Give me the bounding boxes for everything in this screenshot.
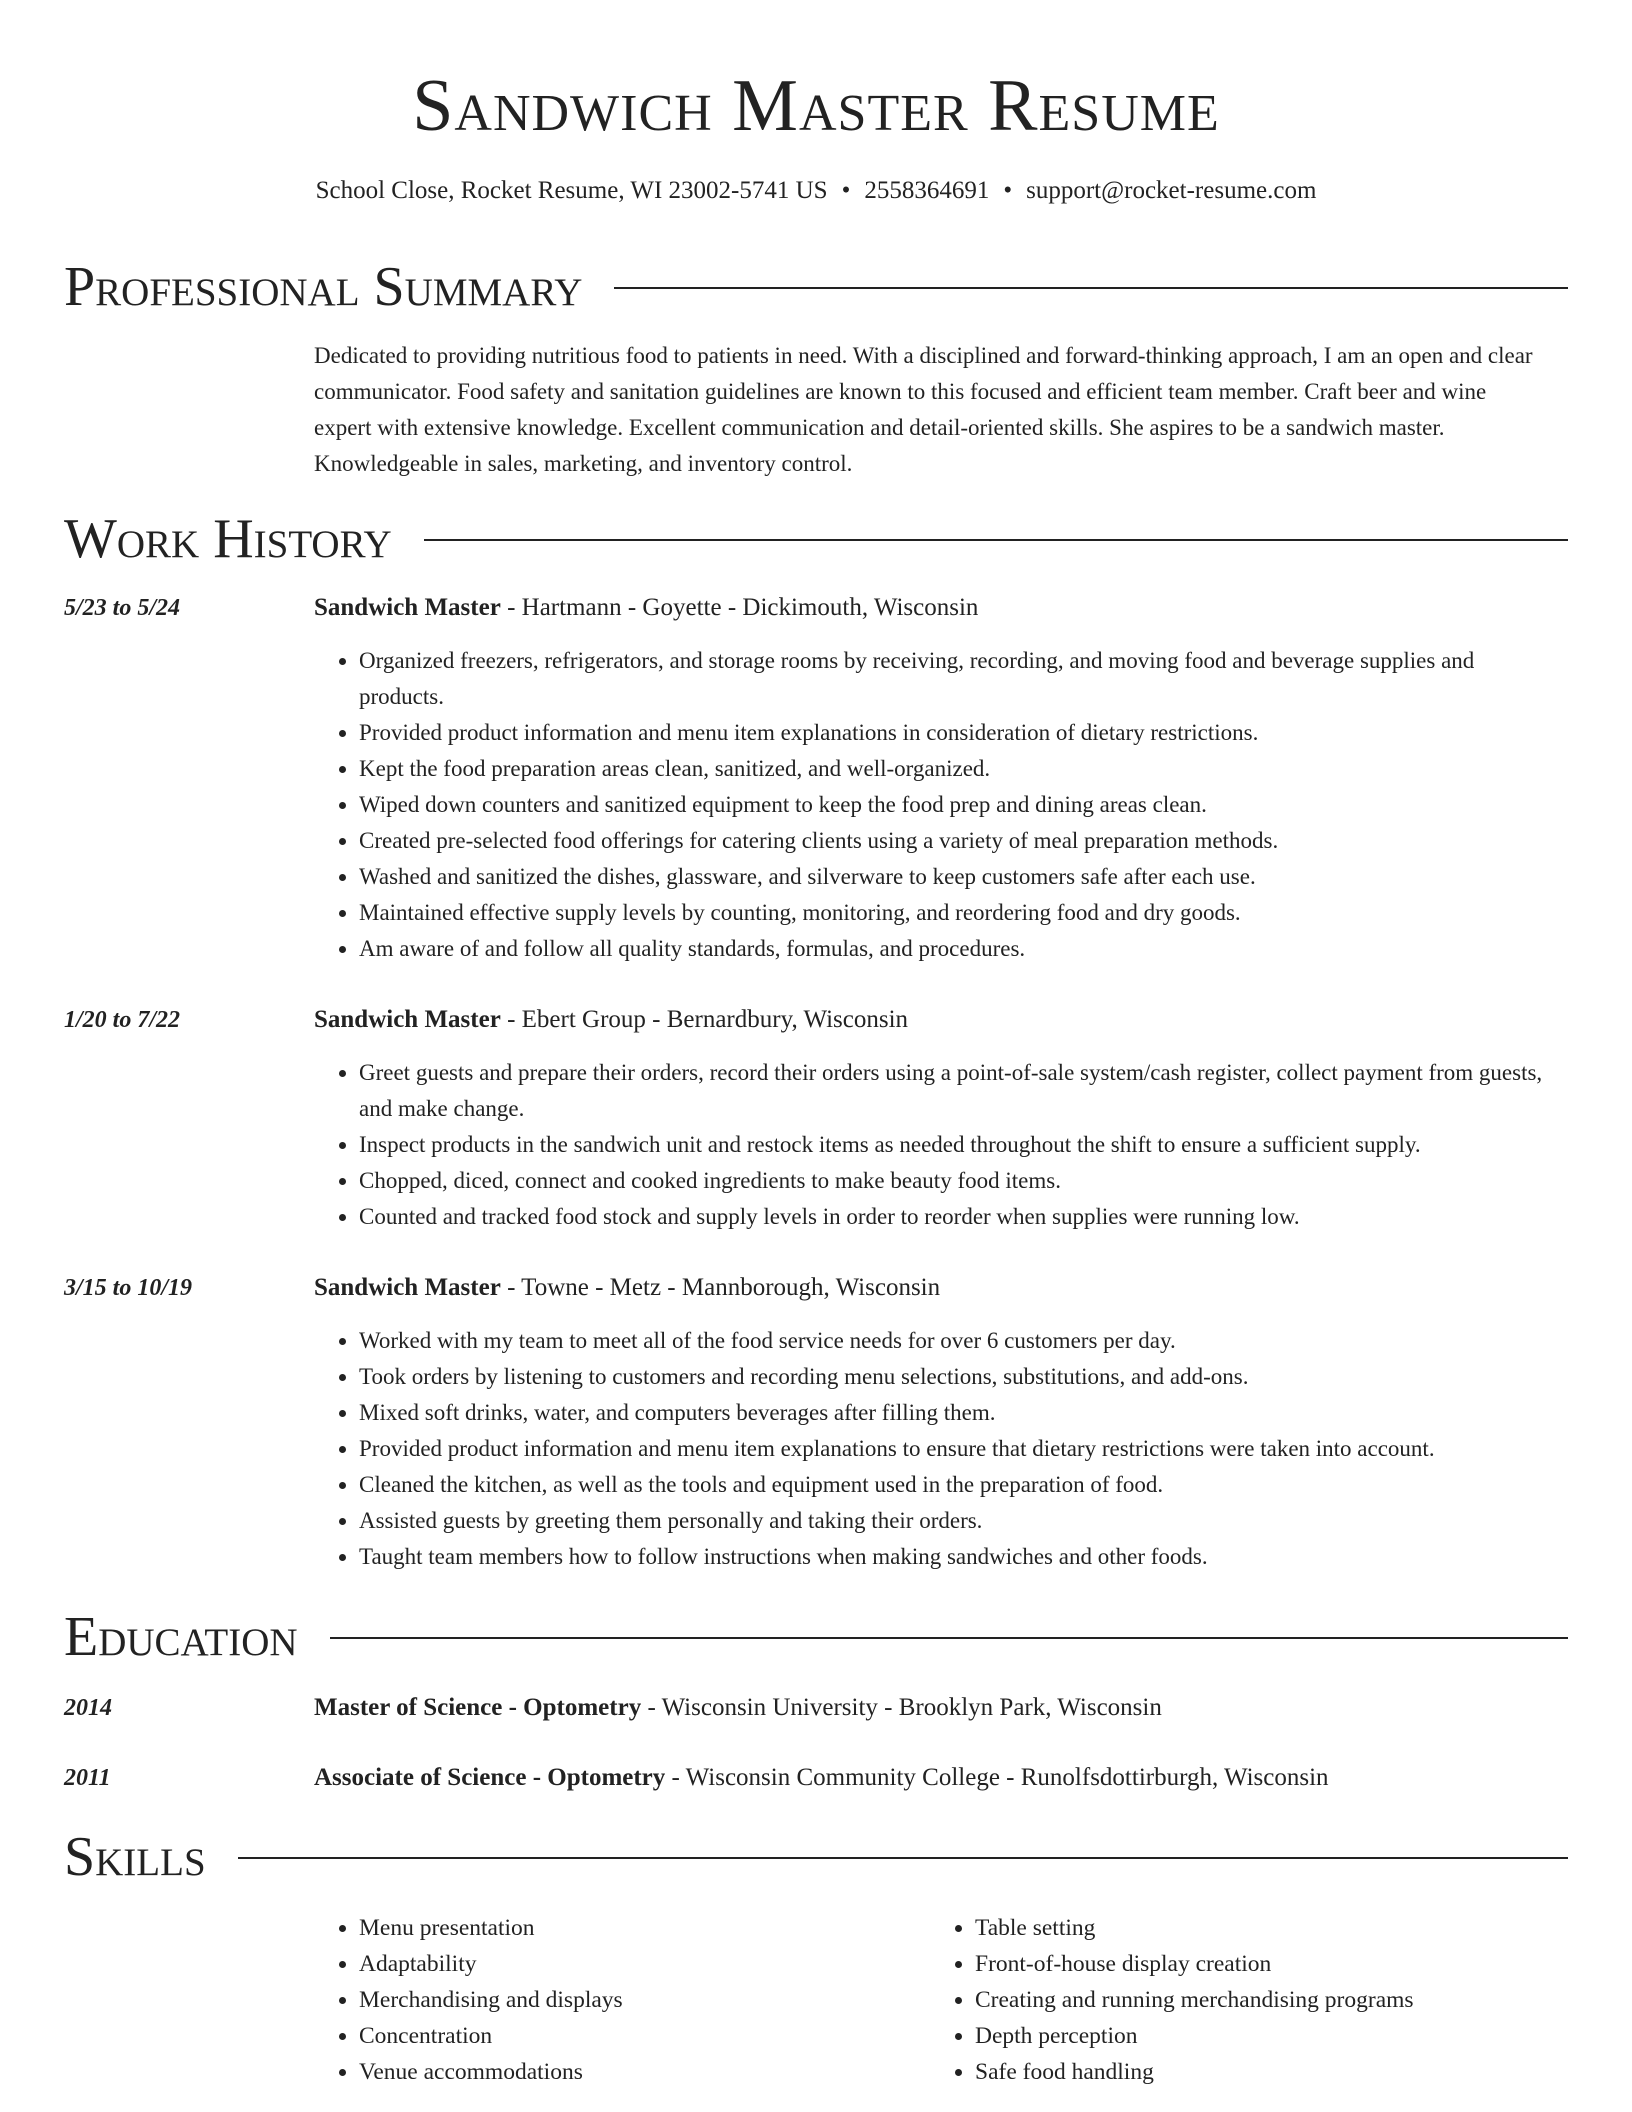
- list-item: • Kept the food preparation areas clean, sanitized, and well-organized.: [359, 751, 1564, 787]
- list-item: • Mixed soft drinks, water, and computers beverages after filling them.: [359, 1395, 1564, 1431]
- job-heading: [314, 590, 978, 626]
- list-item: • Maintained effective supply levels by counting, monitoring, and reordering food and dry goods.: [359, 895, 1564, 931]
- list-item: • Taught team members how to follow instructions when making sandwiches and other foods.: [359, 1539, 1564, 1575]
- list-item: • Chopped, diced, connect and cooked ingredients to make beauty food items.: [359, 1163, 1564, 1199]
- contact-line: [0, 173, 1632, 209]
- job-title: Sandwich Master: [314, 594, 501, 621]
- job-heading: [314, 1270, 940, 1306]
- section-divider: [614, 287, 1568, 289]
- skill-item: • Concentration: [359, 2018, 623, 2054]
- education-entry: [314, 1760, 1329, 1796]
- skills-list-right: [930, 1910, 1414, 2090]
- summary-text: Dedicated to providing nutritious food to patients in need. With a disciplined and forward-thinking approach, I am an open and clear communicator. Food safety and sanitation guidelines are known to this focused and efficient team member. Craft beer and wine expert with extensive knowledge. Excellent communication and detail-oriented skills. She aspires to be a sandwich master. Knowledgeable in sales, marketing, and inventory control.: [314, 343, 1533, 476]
- list-item: • Inspect products in the sandwich unit and restock items as needed throughout the shift to ensure a sufficient supply.: [359, 1127, 1564, 1163]
- school-details: - Wisconsin Community College - Runolfsdottirburgh, Wisconsin: [665, 1764, 1329, 1791]
- contact-address: School Close, Rocket Resume, WI 23002-5741 US: [315, 177, 828, 204]
- job-duties-list: [314, 643, 1564, 967]
- job-details: - Towne - Metz - Mannborough, Wisconsin: [500, 1274, 941, 1301]
- education-section-header: [64, 1602, 1568, 1672]
- section-divider: [330, 1637, 1568, 1639]
- work-history-section-header: [64, 504, 1568, 574]
- list-item: • Assisted guests by greeting them personally and taking their orders.: [359, 1503, 1564, 1539]
- list-item: • Organized freezers, refrigerators, and storage rooms by receiving, recording, and moving food and beverage supplies and products.: [359, 643, 1564, 715]
- education-heading: Education: [64, 1606, 298, 1668]
- contact-separator: •: [1003, 177, 1013, 204]
- list-item: • Worked with my team to meet all of the food service needs for over 6 customers per day.: [359, 1323, 1564, 1359]
- skill-item: • Creating and running merchandising programs: [975, 1982, 1414, 2018]
- job-dates: 5/23 to 5/24: [64, 595, 181, 621]
- school-details: - Wisconsin University - Brooklyn Park, Wisconsin: [641, 1694, 1162, 1721]
- list-item: • Cleaned the kitchen, as well as the tools and equipment used in the preparation of food.: [359, 1467, 1564, 1503]
- list-item: • Provided product information and menu item explanations in consideration of dietary restrictions.: [359, 715, 1564, 751]
- degree-name: Master of Science - Optometry: [314, 1694, 642, 1721]
- skills-list-left: [314, 1910, 623, 2090]
- resume-title: Sandwich Master Resume: [412, 65, 1220, 147]
- list-item: • Counted and tracked food stock and supply levels in order to reorder when supplies were running low.: [359, 1199, 1564, 1235]
- section-divider: [424, 539, 1568, 541]
- list-item: • Wiped down counters and sanitized equipment to keep the food prep and dining areas clean.: [359, 787, 1564, 823]
- list-item: • Washed and sanitized the dishes, glassware, and silverware to keep customers safe after each use.: [359, 859, 1564, 895]
- skill-item: • Depth perception: [975, 2018, 1414, 2054]
- education-entry: [314, 1690, 1162, 1726]
- section-divider: [238, 1857, 1568, 1859]
- skill-item: • Merchandising and displays: [359, 1982, 623, 2018]
- list-item: • Provided product information and menu item explanations to ensure that dietary restrictions were taken into account.: [359, 1431, 1564, 1467]
- contact-phone: 2558364691: [864, 177, 990, 204]
- education-year: 2011: [64, 1765, 111, 1791]
- job-heading: [314, 1002, 908, 1038]
- skill-item: • Table setting: [975, 1910, 1414, 1946]
- job-title: Sandwich Master: [314, 1006, 501, 1033]
- list-item: • Took orders by listening to customers and recording menu selections, substitutions, and add-ons.: [359, 1359, 1564, 1395]
- education-year: 2014: [64, 1695, 112, 1721]
- job-title: Sandwich Master: [314, 1274, 501, 1301]
- contact-email: support@rocket-resume.com: [1026, 177, 1317, 204]
- job-details: - Ebert Group - Bernardbury, Wisconsin: [500, 1006, 909, 1033]
- skills-section-header: [64, 1822, 1568, 1892]
- skill-item: • Safe food handling: [975, 2054, 1414, 2090]
- degree-name: Associate of Science - Optometry: [314, 1764, 666, 1791]
- skill-item: • Venue accommodations: [359, 2054, 623, 2090]
- skill-item: • Adaptability: [359, 1946, 623, 1982]
- list-item: • Am aware of and follow all quality standards, formulas, and procedures.: [359, 931, 1564, 967]
- summary-section-header: [64, 252, 1568, 322]
- work-history-heading: Work History: [64, 508, 392, 570]
- summary-heading: Professional Summary: [64, 256, 583, 318]
- job-details: - Hartmann - Goyette - Dickimouth, Wisconsin: [500, 594, 979, 621]
- contact-separator: •: [841, 177, 851, 204]
- job-duties-list: [314, 1323, 1564, 1575]
- list-item: • Created pre-selected food offerings for catering clients using a variety of meal preparation methods.: [359, 823, 1564, 859]
- job-dates: 1/20 to 7/22: [64, 1007, 181, 1033]
- job-duties-list: [314, 1055, 1564, 1235]
- skill-item: • Front-of-house display creation: [975, 1946, 1414, 1982]
- skills-heading: Skills: [64, 1826, 206, 1888]
- list-item: • Greet guests and prepare their orders, record their orders using a point-of-sale system/cash register, collect payment from guests, and make change.: [359, 1055, 1564, 1127]
- job-dates: 3/15 to 10/19: [64, 1275, 193, 1301]
- skill-item: • Menu presentation: [359, 1910, 623, 1946]
